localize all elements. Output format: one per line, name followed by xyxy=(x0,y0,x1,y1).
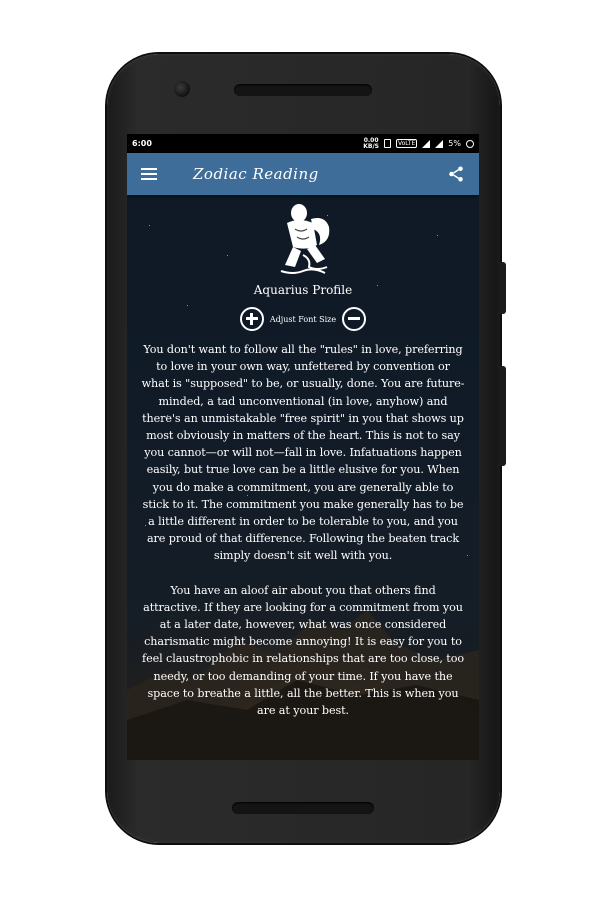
top-speaker xyxy=(234,84,372,96)
share-icon[interactable] xyxy=(447,165,465,183)
reading-paragraph-1: You don't want to follow all the "rules" in love, preferring to love in your own way, unfettered by convention or what is "supposed" to be, or usually, done. You are future-minded, a tad unconventional (in love, anyhow) and there's an unmistakable "free spirit" in you that shows up most obviously in matters of the heart. This is not to say you cannot—or will not—fall in love. Infatuations happen easily, but true love can be a little elusive for you. When you do make a commitment, you are generally able to stick to it. The commitment you make generally has to be a little different in order to be tolerable to you, and you are proud of that difference. Following the beaten track simply doesn't sit well with you. xyxy=(141,343,465,563)
status-icons xyxy=(363,138,474,150)
sim-icon xyxy=(384,139,391,148)
status-time: 6:00 xyxy=(132,139,152,148)
battery-text: 5% xyxy=(448,139,461,148)
bottom-speaker xyxy=(232,802,374,814)
reading-text xyxy=(141,341,465,736)
reading-paragraph-2: You have an aloof air about you that others find attractive. If they are looking for a commitment from you at a later date, however, what was once considered charismatic might become annoying! It is easy for you to feel claustrophobic in relationships that are too close, too needy, or too demanding of your time. If you have the space to breathe a little, all the better. This is when you are at your best. xyxy=(142,583,464,718)
volume-button xyxy=(499,366,506,466)
plus-circle-icon[interactable] xyxy=(240,307,264,331)
screen xyxy=(127,134,479,760)
power-button xyxy=(499,262,506,314)
aquarius-symbol-icon xyxy=(273,201,335,277)
volte-badge: VoLTE xyxy=(398,140,416,147)
app-title: Zodiac Reading xyxy=(193,165,319,183)
minus-circle-icon[interactable] xyxy=(342,307,366,331)
app-bar xyxy=(127,153,479,195)
battery-icon xyxy=(466,140,474,148)
status-bar xyxy=(127,134,479,153)
front-camera xyxy=(174,81,190,97)
network-speed-unit: KB/S xyxy=(363,142,379,150)
hamburger-menu-icon[interactable] xyxy=(141,168,157,180)
adjust-font-size-label: Adjust Font Size xyxy=(269,314,337,324)
wifi-icon xyxy=(422,140,430,148)
signal-icon xyxy=(435,140,443,148)
reading-content[interactable] xyxy=(127,195,479,760)
font-size-controls xyxy=(127,307,479,331)
phone-frame xyxy=(107,54,500,843)
network-speed xyxy=(363,138,379,150)
network-speed-value: 0.00 xyxy=(363,136,379,144)
profile-title: Aquarius Profile xyxy=(253,283,353,297)
